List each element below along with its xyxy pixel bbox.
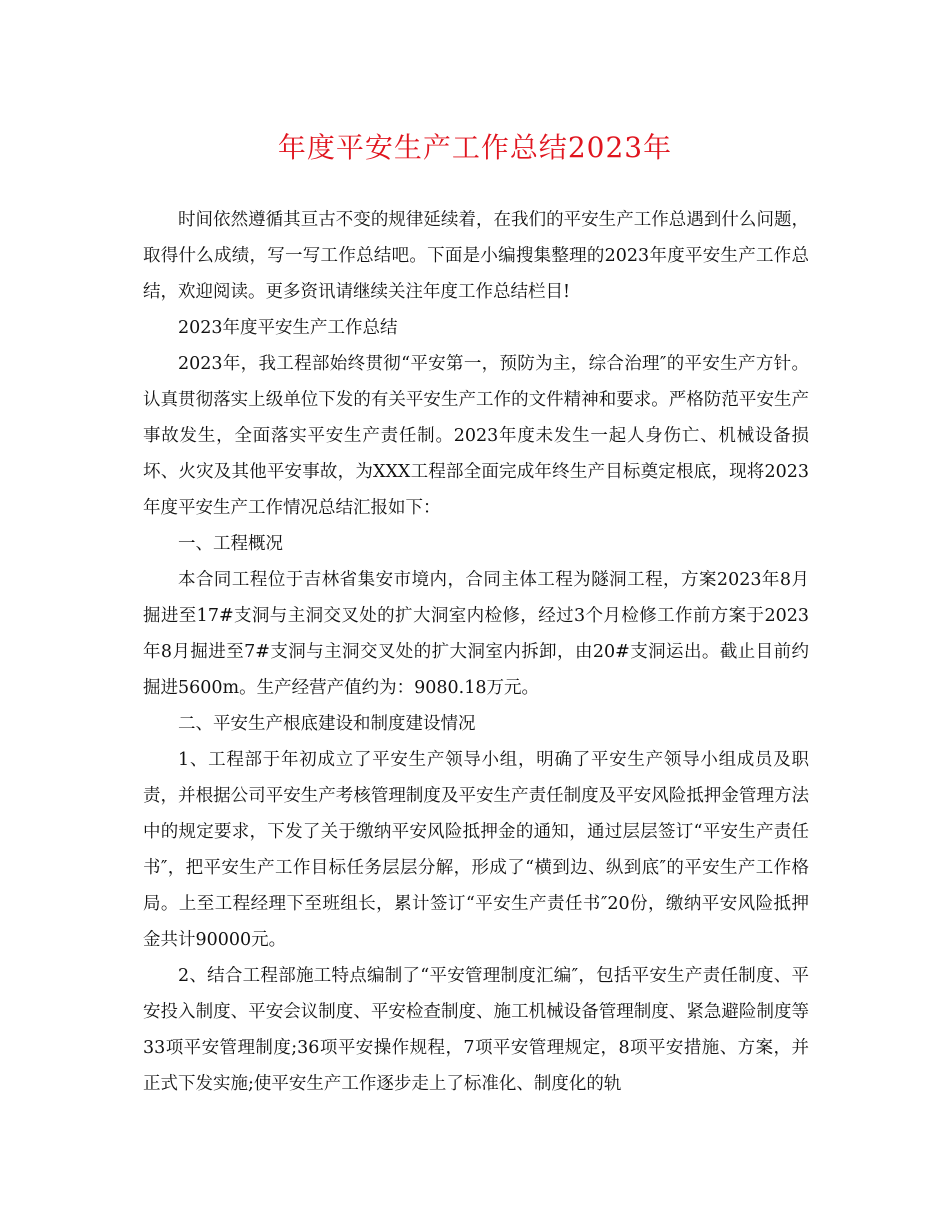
document-title: 年度平安生产工作总结2023年: [277, 131, 673, 164]
section-heading-overview: 一、工程概况: [178, 534, 283, 554]
document-body: [143, 202, 809, 1102]
paragraph-item-2: 2、结合工程部施工特点编制了“平安管理制度汇编″，包括平安生产责任制度、平安投入制度、平安会议制度、平安检查制度、施工机械设备管理制度、紧急避险制度等33项平安管理制度;36项平安操作规程，7项平安管理规定，8项平安措施、方案，并正式下发实施;使平安生产工作逐步走上了标准化、制度化的轨: [143, 966, 809, 1094]
section-heading-foundation: 二、平安生产根底建设和制度建设情况: [178, 714, 476, 734]
paragraph-subtitle: 2023年度平安生产工作总结: [178, 318, 398, 338]
paragraph-summary: 2023年，我工程部始终贯彻“平安第一，预防为主，综合治理″的平安生产方针。认真贯彻落实上级单位下发的有关平安生产工作的文件精神和要求。严格防范平安生产事故发生，全面落实平安生产责任制。2023年度未发生一起人身伤亡、机械设备损坏、火灾及其他平安事故，为XXX工程部全面完成年终生产目标奠定根底，现将2023年度平安生产工作情况总结汇报如下：: [143, 354, 809, 518]
paragraph-item-1: 1、工程部于年初成立了平安生产领导小组，明确了平安生产领导小组成员及职责，并根据公司平安生产考核管理制度及平安生产责任制度及平安风险抵押金管理方法中的规定要求，下发了关于缴纳平安风险抵押金的通知，通过层层签订“平安生产责任书″，把平安生产工作目标任务层层分解，形成了“横到边、纵到底″的平安生产工作格局。上至工程经理下至班组长，累计签订“平安生产责任书″20份，缴纳平安风险抵押金共计90000元。: [143, 750, 809, 950]
paragraph-intro: 时间依然遵循其亘古不变的规律延续着，在我们的平安生产工作总遇到什么问题，取得什么成绩，写一写工作总结吧。下面是小编搜集整理的2023年度平安生产工作总结，欢迎阅读。更多资讯请继续关注年度工作总结栏目!: [143, 210, 809, 302]
paragraph-overview: 本合同工程位于吉林省集安市境内，合同主体工程为隧洞工程，方案2023年8月掘进至17#支洞与主洞交叉处的扩大洞室内检修，经过3个月检修工作前方案于2023年8月掘进至7#支洞与主洞交叉处的扩大洞室内拆卸，由20#支洞运出。截止目前约掘进5600m。生产经营产值约为：9080.18万元。: [143, 570, 809, 698]
